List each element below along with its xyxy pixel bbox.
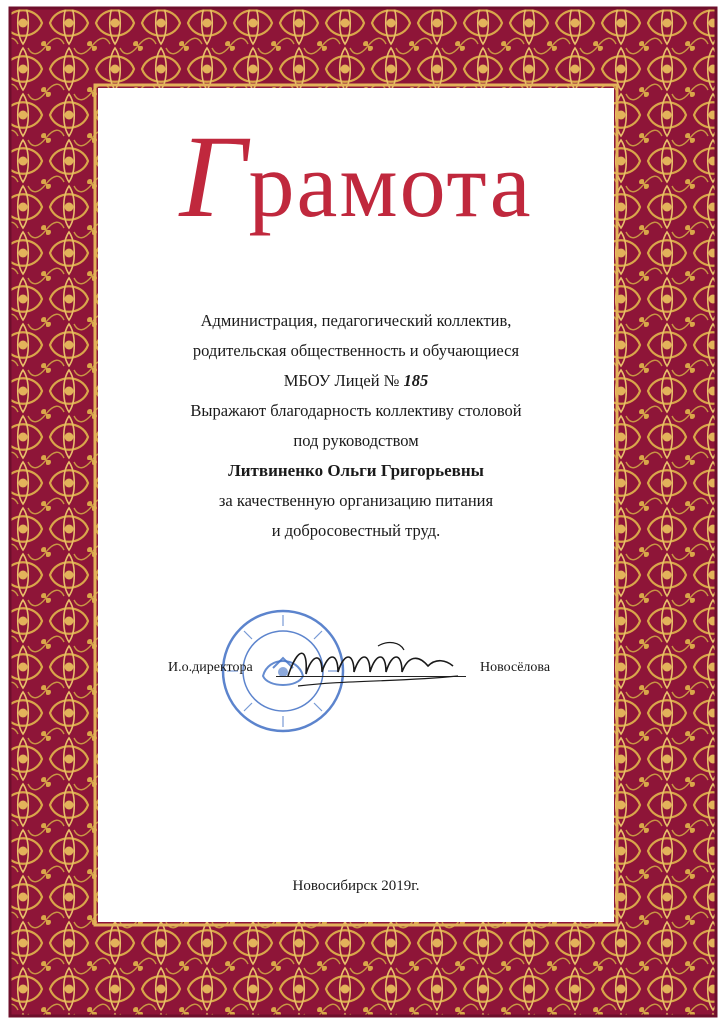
body-line-5: под руководством bbox=[293, 431, 419, 450]
signatory-role: И.о.директора bbox=[168, 660, 253, 675]
body-line-2: родительская общественность и обучающиеся bbox=[192, 341, 520, 360]
body-line-7: за качественную организацию питания bbox=[218, 491, 494, 510]
body-line-1: Администрация, педагогический коллектив, bbox=[200, 311, 512, 330]
title-initial: Г bbox=[179, 111, 249, 242]
certificate-content bbox=[98, 88, 614, 922]
certificate-body bbox=[98, 306, 614, 546]
body-line-8: и добросовестный труд. bbox=[271, 521, 441, 540]
signatory-name: Новосёлова bbox=[480, 660, 551, 675]
issue-place-date: Новосибирск 2019г. bbox=[292, 878, 420, 894]
body-line-4: Выражают благодарность коллективу столовой bbox=[190, 401, 522, 420]
school-number: 185 bbox=[403, 371, 429, 390]
handwritten-signature bbox=[278, 636, 468, 706]
school-name: МБОУ Лицей № bbox=[283, 371, 404, 390]
body-line-3 bbox=[98, 366, 614, 396]
title-rest: рамота bbox=[248, 134, 533, 236]
recipient-name: Литвиненко Ольги Григорьевны bbox=[228, 461, 484, 480]
certificate-title bbox=[98, 111, 614, 242]
